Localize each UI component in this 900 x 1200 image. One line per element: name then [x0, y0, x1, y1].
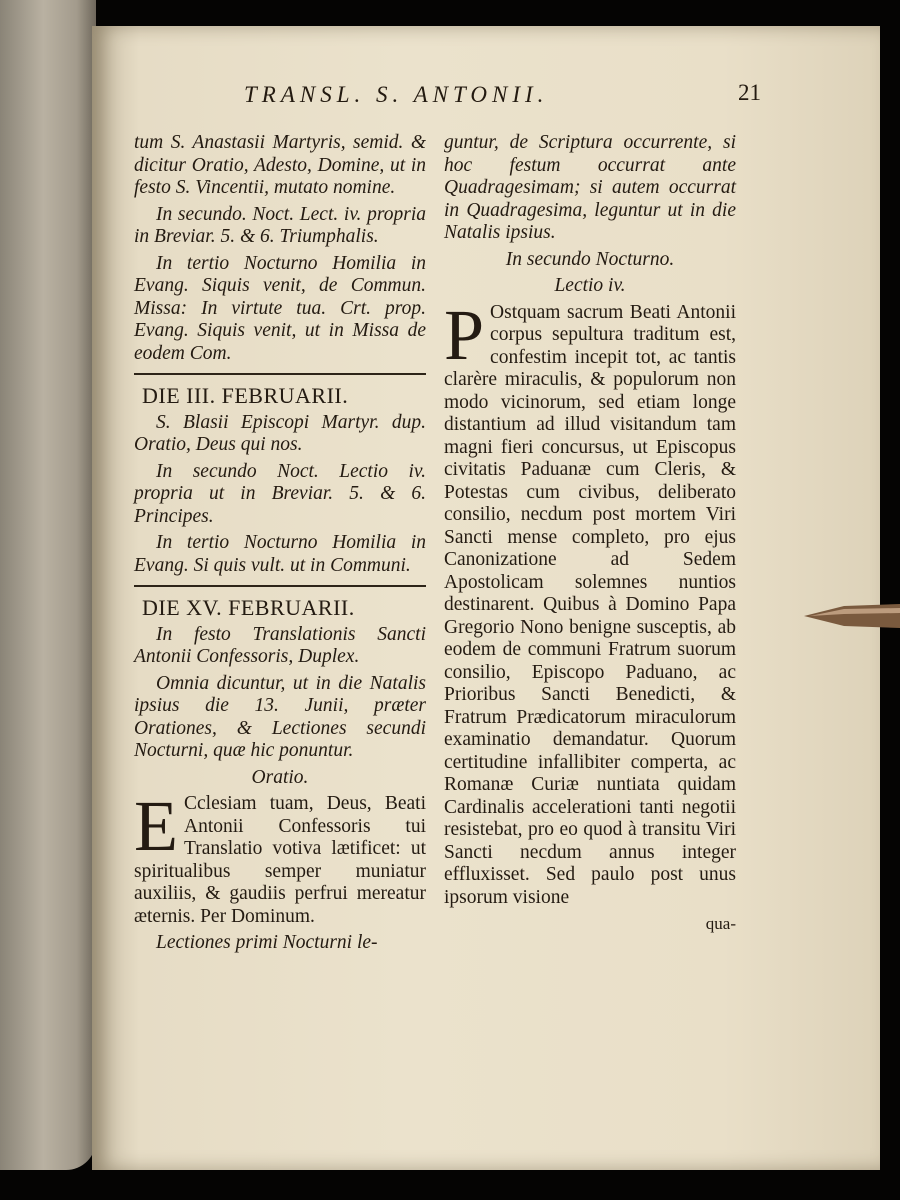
facing-page-edge	[0, 0, 96, 1170]
oratio-initial: E	[134, 786, 178, 866]
lectio-text-block	[444, 294, 736, 910]
pen-tip-icon	[804, 600, 900, 632]
lectio-label: Lectio iv.	[554, 275, 626, 296]
right-paragraph-1: guntur, de Scriptura occurrente, si hoc festum occurrat ante Quadragesimam; si autem occurrat in Quadragesima, leguntur ut in die Natalis ipsius.	[444, 132, 736, 243]
feb-3-paragraph-2: In secundo Noct. Lectio iv. propria ut in Breviar. 5. & 6. Principes.	[134, 460, 426, 527]
right-column	[444, 132, 736, 940]
left-paragraph-3: In tertio Nocturno Homilia in Evang. Siquis venit, de Commun. Missa: In virtute tua. Crt. prop. Evang. Siquis venit, ut in Missa de eodem Com.	[134, 252, 426, 364]
day-heading-feb-3: DIE III. FEBRUARII.	[142, 383, 349, 408]
left-column	[134, 132, 426, 959]
lectio-text: Ostquam sacrum Beati Antonii corpus sepultura traditum est, confestim incepit tot, ac tantis clarère miraculis, & populorum non modo vicinorum, sed etiam longe distantium ad illud visitandum tam magni fieri concursus, ut Episcopus civitatis Paduanæ cum Cleris, & Potestas cum civibus, deliberato consilio, necdum post mortem Viri Sancti mense completo, pro ejus Canonizatione ad Sedem Apostolicam solemnes nuntios destinarent. Quibus à Domino Papa Gregorio Nono benigne susceptis, ab eodem de communi Fratrum suorum consilio, Episcopo Paduano, ac Prioribus Sancti Benedicti, & Fratrum Prædicatorum miraculorum examinatio demandatur. Quorum certitudine infallibiter comperta, ac Romanæ Curiæ nuntiata quidam Cardinalis accelerationi tanti negotii resistebat, pro eo quod à transitu Viri Sancti necdum annus integer effluxisset. Sed paulo post unus ipsorum visione	[444, 301, 736, 908]
feb-3-paragraph-1: S. Blasii Episcopi Martyr. dup. Oratio, Deus qui nos.	[134, 411, 426, 455]
section-rule	[134, 373, 426, 375]
feb-15-paragraph-2: Omnia dicuntur, ut in die Natalis ipsius die 13. Junii, præter Orationes, & Lectiones secundi Nocturni, quæ hic ponuntur.	[134, 672, 426, 761]
oratio-label: Oratio.	[251, 766, 309, 788]
left-paragraph-1: tum S. Anastasii Martyris, semid. & dicitur Oratio, Adesto, Domine, ut in festo S. Vincentii, mutato nomine.	[134, 132, 426, 198]
oratio-text: Cclesiam tuam, Deus, Beati Antonii Confessoris tui Translatio votiva lætificet: ut spiritualibus semper muniatur auxiliis, & gaudiis perfrui mereatur æternis. Per Dominum.	[134, 793, 426, 927]
section-label: In secundo Nocturno.	[505, 248, 675, 270]
lectiones-line: Lectiones primi Nocturni le-	[156, 932, 378, 953]
left-paragraph-2: In secundo. Noct. Lect. iv. propria in Breviar. 5. & 6. Triumphalis.	[134, 203, 426, 247]
catchword: qua-	[705, 914, 736, 933]
running-title: TRANSL. S. ANTONII.	[244, 82, 549, 107]
feb-15-paragraph-1: In festo Translationis Sancti Antonii Confessoris, Duplex.	[134, 623, 426, 667]
section-rule	[134, 585, 426, 587]
feb-3-paragraph-3: In tertio Nocturno Homilia in Evang. Si quis vult. ut in Communi.	[134, 532, 426, 576]
day-heading-feb-15: DIE XV. FEBRUARII.	[142, 595, 355, 620]
page-number: 21	[738, 80, 761, 105]
oratio-text-block	[134, 786, 426, 928]
lectio-initial: P	[444, 294, 485, 375]
